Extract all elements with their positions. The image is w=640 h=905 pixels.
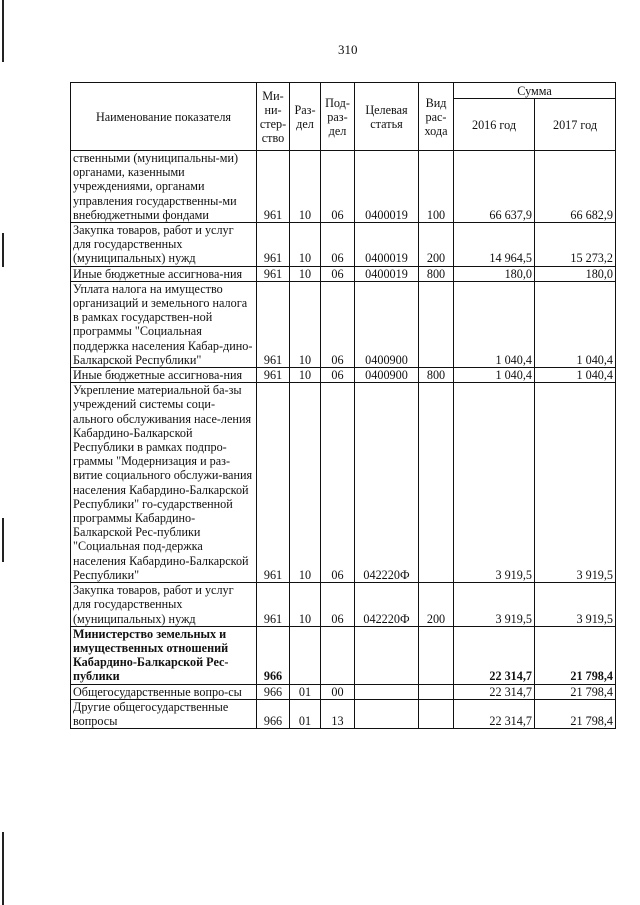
row-ministry: 961 <box>257 281 290 367</box>
row-section: 10 <box>290 583 321 627</box>
header-subsection: Под-раз-дел <box>321 83 355 151</box>
row-expense-type <box>419 684 454 699</box>
row-sum-2016: 14 964,5 <box>454 223 535 267</box>
table-row <box>71 684 616 699</box>
row-sum-2017: 1 040,4 <box>535 368 616 383</box>
row-name: Другие общегосударственные вопросы <box>71 699 257 728</box>
row-sum-2017: 21 798,4 <box>535 626 616 684</box>
row-section <box>290 626 321 684</box>
row-target <box>355 626 419 684</box>
row-subsection: 06 <box>321 368 355 383</box>
header-year-2016: 2016 год <box>454 99 535 151</box>
row-expense-type: 200 <box>419 223 454 267</box>
scan-edge-bottom <box>2 832 4 905</box>
table-row <box>71 583 616 627</box>
row-sum-2016: 1 040,4 <box>454 368 535 383</box>
header-expense-type: Вид рас-хода <box>419 83 454 151</box>
row-sum-2017: 3 919,5 <box>535 583 616 627</box>
row-subsection: 06 <box>321 266 355 281</box>
row-ministry: 961 <box>257 223 290 267</box>
row-expense-type: 800 <box>419 368 454 383</box>
row-sum-2016: 66 637,9 <box>454 151 535 223</box>
table-row <box>71 281 616 367</box>
row-expense-type <box>419 281 454 367</box>
row-name: Закупка товаров, работ и услуг для государственных (муниципальных) нужд <box>71 583 257 627</box>
row-name: Уплата налога на имущество организаций и земельного налога в рамках государствен-ной программы "Социальная поддержка населения Кабар-дино-Балкарской Республики" <box>71 281 257 367</box>
row-sum-2016: 3 919,5 <box>454 383 535 583</box>
row-ministry: 961 <box>257 368 290 383</box>
row-target: 0400900 <box>355 281 419 367</box>
row-section: 01 <box>290 699 321 728</box>
row-name: Министерство земельных и имущественных отношений Кабардино-Балкарской Рес-публики <box>71 626 257 684</box>
row-ministry: 961 <box>257 383 290 583</box>
row-section: 01 <box>290 684 321 699</box>
row-section: 10 <box>290 223 321 267</box>
row-sum-2017: 1 040,4 <box>535 281 616 367</box>
row-target <box>355 699 419 728</box>
row-section: 10 <box>290 368 321 383</box>
row-subsection <box>321 626 355 684</box>
row-expense-type <box>419 699 454 728</box>
table-row <box>71 699 616 728</box>
row-target: 0400019 <box>355 151 419 223</box>
row-name: Иные бюджетные ассигнова-ния <box>71 368 257 383</box>
row-name: ственными (муниципальны-ми) органами, казенными учреждениями, органами управления государственны-ми внебюджетными фондами <box>71 151 257 223</box>
row-ministry: 966 <box>257 626 290 684</box>
row-subsection: 06 <box>321 151 355 223</box>
row-target: 0400900 <box>355 368 419 383</box>
row-ministry: 966 <box>257 684 290 699</box>
row-expense-type: 100 <box>419 151 454 223</box>
row-target: 042220Ф <box>355 383 419 583</box>
table-row <box>71 383 616 583</box>
row-sum-2017: 3 919,5 <box>535 383 616 583</box>
table-row <box>71 368 616 383</box>
row-subsection: 06 <box>321 583 355 627</box>
row-ministry: 961 <box>257 266 290 281</box>
row-sum-2017: 66 682,9 <box>535 151 616 223</box>
row-name: Общегосударственные вопро-сы <box>71 684 257 699</box>
row-subsection: 13 <box>321 699 355 728</box>
row-name: Укрепление материальной ба-зы учреждений системы соци-ального обслуживания насе-ления Кабардино-Балкарской Республики в рамках подпро-граммы "Модернизация и раз-витие социального обслужи-вания населения Кабардино-Балкарской Республики" го-сударственной программы Кабардино-Балкарской Рес-публики "Социальная под-держка населения Кабардино-Балкарской Республики" <box>71 383 257 583</box>
scan-edge-mid <box>2 233 4 267</box>
row-section: 10 <box>290 281 321 367</box>
row-subsection: 00 <box>321 684 355 699</box>
budget-table <box>70 82 616 729</box>
header-year-2017: 2017 год <box>535 99 616 151</box>
row-sum-2016: 180,0 <box>454 266 535 281</box>
table-row <box>71 223 616 267</box>
row-section: 10 <box>290 151 321 223</box>
row-sum-2017: 180,0 <box>535 266 616 281</box>
row-ministry: 961 <box>257 583 290 627</box>
row-sum-2017: 21 798,4 <box>535 684 616 699</box>
header-sum: Сумма <box>454 83 616 99</box>
page-number: 310 <box>338 42 358 57</box>
table-row <box>71 151 616 223</box>
row-target: 042220Ф <box>355 583 419 627</box>
table-body <box>71 151 616 729</box>
row-sum-2016: 1 040,4 <box>454 281 535 367</box>
row-subsection: 06 <box>321 383 355 583</box>
table-row <box>71 266 616 281</box>
row-section: 10 <box>290 266 321 281</box>
row-subsection: 06 <box>321 223 355 267</box>
header-target: Целевая статья <box>355 83 419 151</box>
row-sum-2016: 3 919,5 <box>454 583 535 627</box>
row-expense-type: 200 <box>419 583 454 627</box>
row-section: 10 <box>290 383 321 583</box>
table-row <box>71 626 616 684</box>
row-expense-type <box>419 626 454 684</box>
header-name: Наименование показателя <box>71 83 257 151</box>
row-sum-2016: 22 314,7 <box>454 684 535 699</box>
row-target: 0400019 <box>355 223 419 267</box>
row-name: Закупка товаров, работ и услуг для государственных (муниципальных) нужд <box>71 223 257 267</box>
header-ministry: Ми-ни-стер-ство <box>257 83 290 151</box>
header-section: Раз-дел <box>290 83 321 151</box>
row-expense-type <box>419 383 454 583</box>
row-ministry: 961 <box>257 151 290 223</box>
row-sum-2016: 22 314,7 <box>454 699 535 728</box>
scan-edge-lower <box>2 518 4 562</box>
row-sum-2017: 15 273,2 <box>535 223 616 267</box>
row-sum-2017: 21 798,4 <box>535 699 616 728</box>
row-expense-type: 800 <box>419 266 454 281</box>
row-sum-2016: 22 314,7 <box>454 626 535 684</box>
row-subsection: 06 <box>321 281 355 367</box>
row-ministry: 966 <box>257 699 290 728</box>
row-target <box>355 684 419 699</box>
row-name: Иные бюджетные ассигнова-ния <box>71 266 257 281</box>
row-target: 0400019 <box>355 266 419 281</box>
